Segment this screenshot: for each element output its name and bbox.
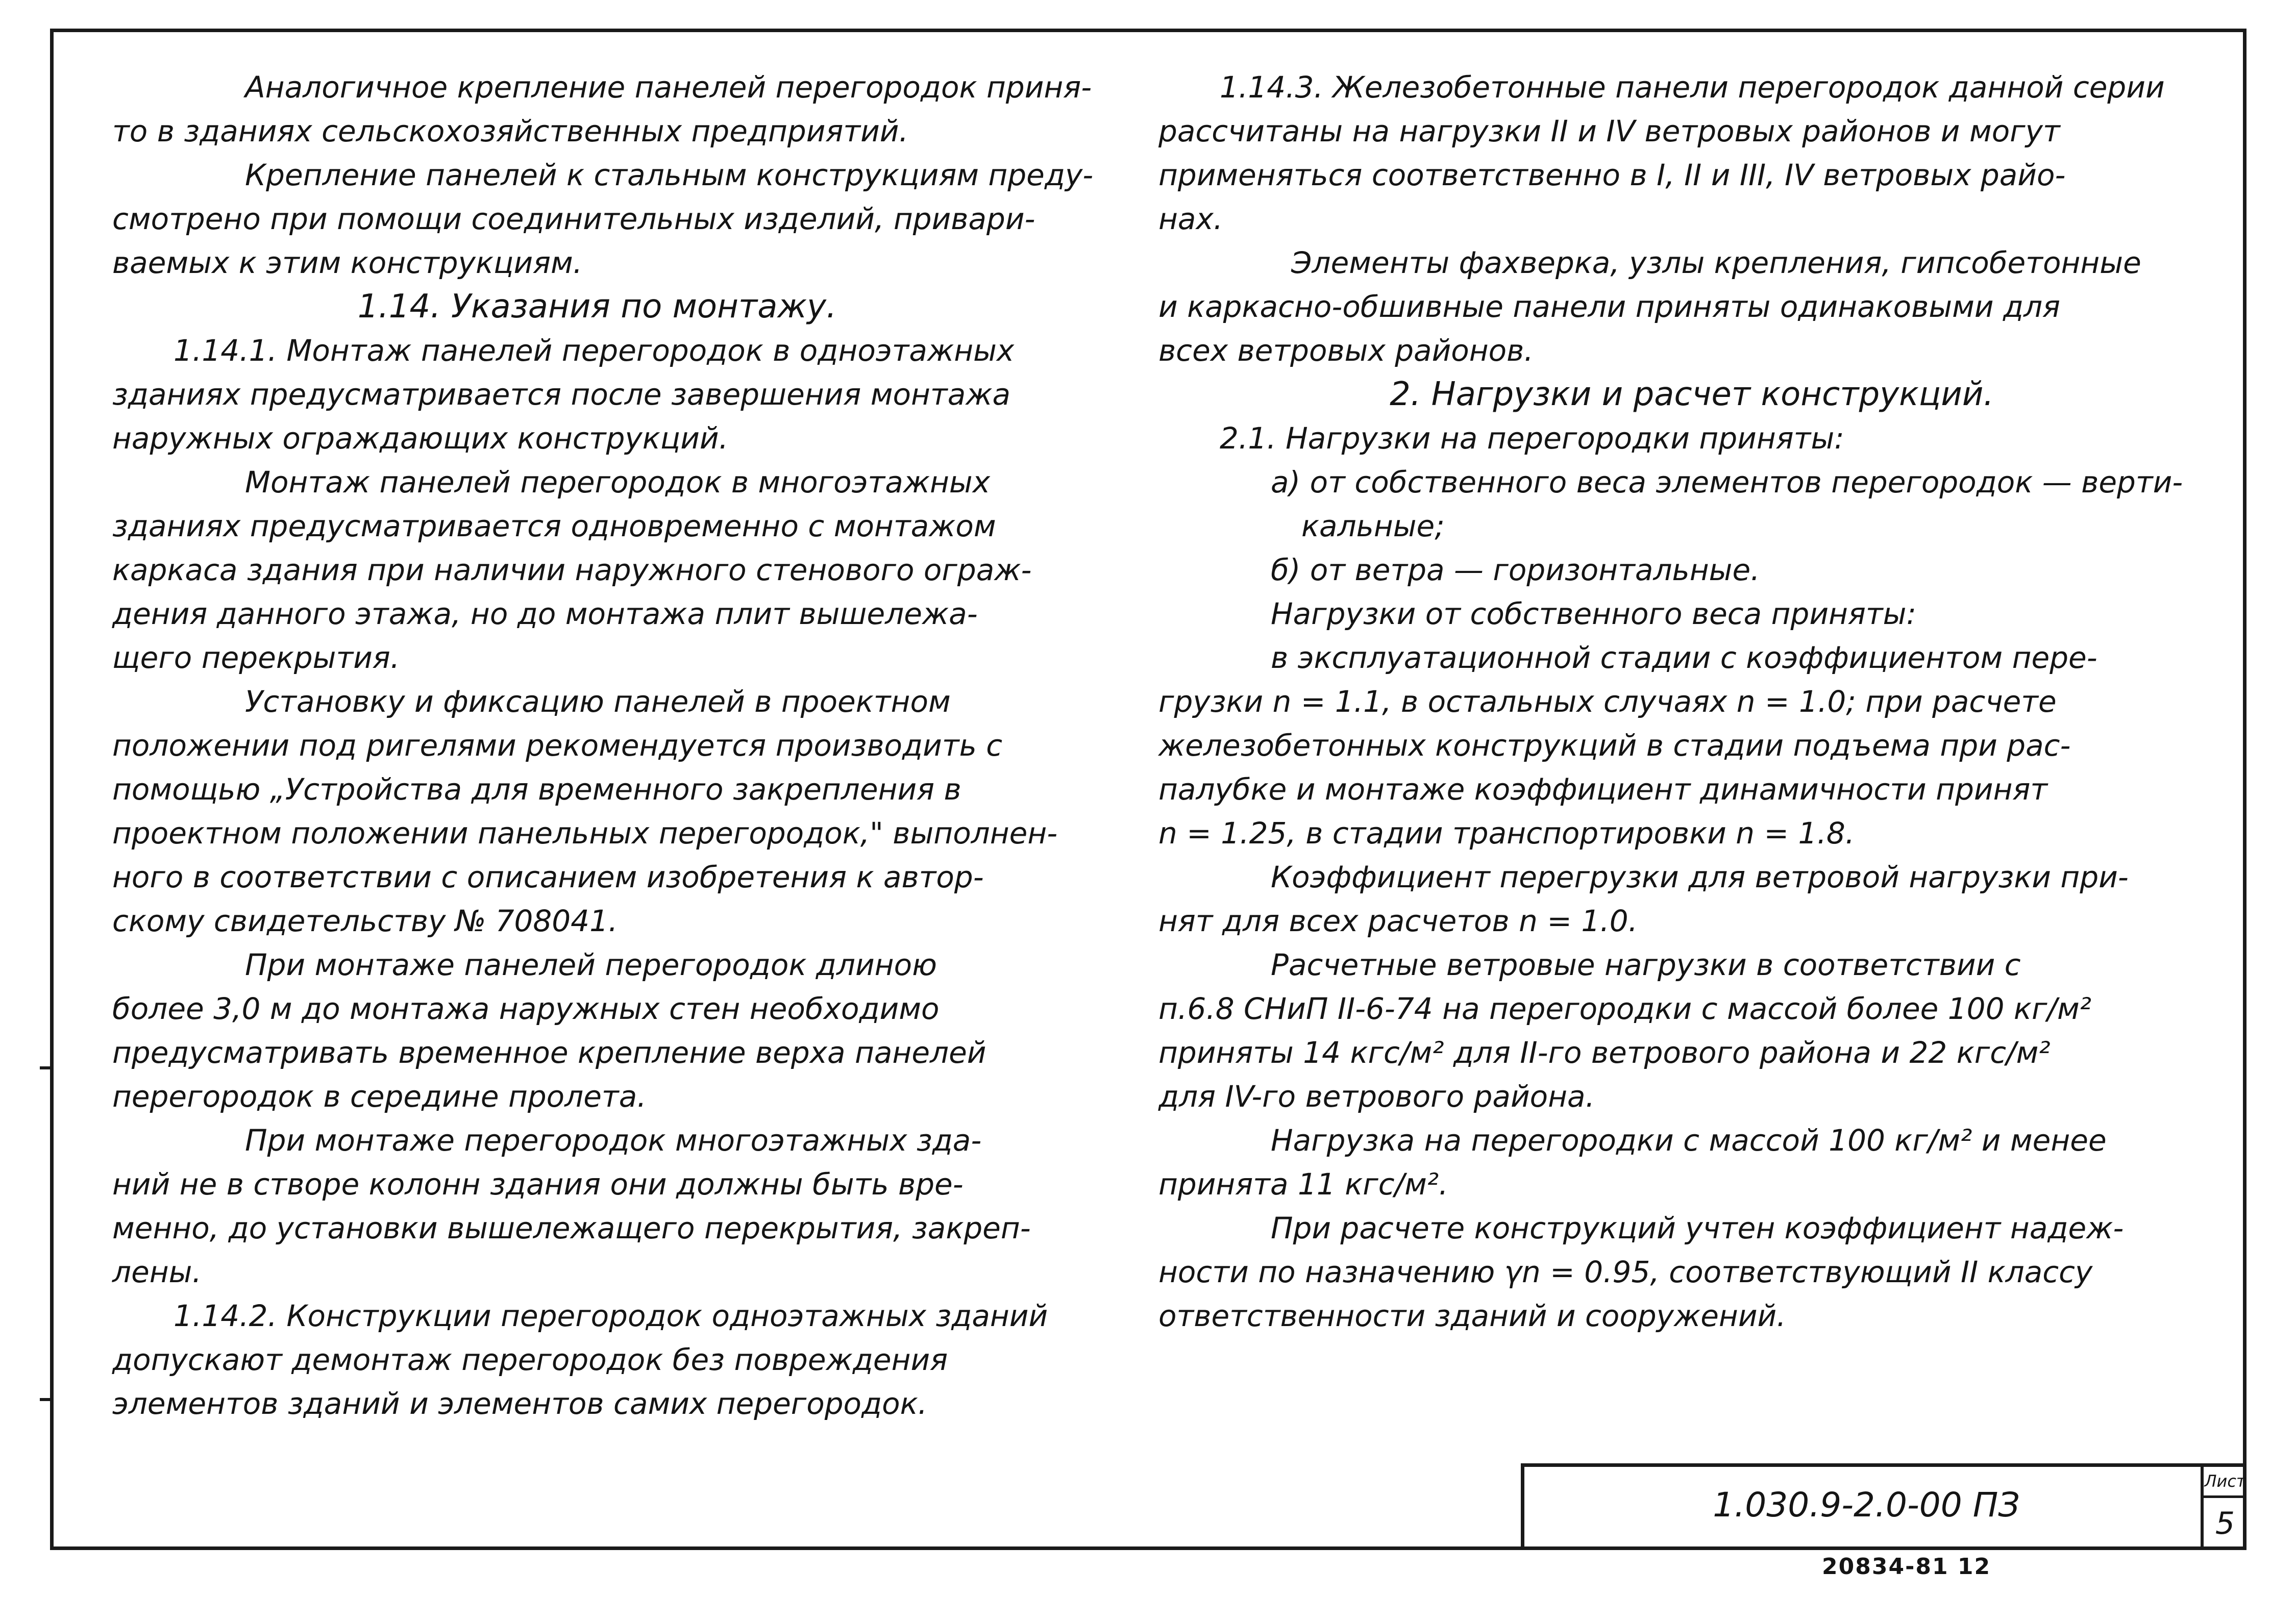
text-line: Монтаж панелей перегородок в многоэтажных (245, 465, 991, 500)
text-line: перегородок в середине пролета. (112, 1079, 647, 1114)
text-line: ний не в створе колонн здания они должны быть вре- (112, 1167, 964, 1202)
archive-stamp: 20834-81 12 (1822, 1554, 1991, 1580)
text-line: лены. (112, 1255, 202, 1289)
text-line: то в зданиях сельскохозяйственных предприятий. (112, 114, 908, 148)
right-text-column (1158, 65, 2225, 1338)
text-line: ного в соответствии с описанием изобретения к автор- (112, 860, 984, 894)
text-line: ответственности зданий и сооружений. (1158, 1299, 1786, 1333)
text-line: 2.1. Нагрузки на перегородки приняты: (1220, 421, 1844, 456)
text-line: и каркасно-обшивные панели приняты одинаковыми для (1158, 289, 2061, 324)
document-code: 1.030.9-2.0-00 ПЗ (1713, 1485, 2020, 1525)
text-line: для IV-го ветрового района. (1158, 1079, 1595, 1114)
text-line: б) от ветра — горизонтальные. (1271, 553, 1760, 587)
text-line: а) от собственного веса элементов перегородок — верти- (1271, 465, 2183, 500)
margin-tick-mark (40, 1398, 53, 1401)
text-line: рассчитаны на нагрузки II и IV ветровых районов и могут (1158, 114, 2060, 148)
text-line: Расчетные ветровые нагрузки в соответствии с (1271, 947, 2021, 982)
text-line: применяться соответственно в I, II и III, IV ветровых райо- (1158, 158, 2066, 192)
text-line: Установку и фиксацию панелей в проектном (245, 684, 951, 719)
text-line: скому свидетельству № 708041. (112, 904, 618, 938)
text-line: п.6.8 СНиП II-6-74 на перегородки с массой более 100 кг/м² (1158, 991, 2091, 1026)
text-line: ности по назначению γn = 0.95, соответствующий II классу (1158, 1255, 2093, 1289)
text-line: в эксплуатационной стадии с коэффициентом пере- (1271, 640, 2097, 675)
text-line: зданиях предусматривается после завершения монтажа (112, 377, 1011, 412)
text-line: более 3,0 м до монтажа наружных стен необходимо (112, 991, 940, 1026)
text-line: железобетонных конструкций в стадии подъема при рас- (1158, 728, 2071, 763)
text-line: положении под ригелями рекомендуется производить с (112, 728, 1003, 763)
text-line: приняты 14 кгс/м² для II-го ветрового района и 22 кгс/м² (1158, 1035, 2051, 1070)
text-line: наружных ограждающих конструкций. (112, 421, 729, 456)
sheet-box (2201, 1467, 2246, 1550)
left-text-column (112, 65, 1094, 1426)
text-line: помощью „Устройства для временного закрепления в (112, 772, 961, 807)
text-line: кальные; (1301, 509, 1445, 543)
text-line: нах. (1158, 202, 1223, 236)
text-line: Коэффициент перегрузки для ветровой нагрузки при- (1271, 860, 2129, 894)
section-heading: 1.14. Указания по монтажу. (357, 288, 837, 326)
sheet-label: Лист (2204, 1467, 2246, 1498)
text-line: Нагрузки от собственного веса приняты: (1271, 596, 1916, 631)
text-line: дения данного этажа, но до монтажа плит вышележа- (112, 596, 978, 631)
text-line: При монтаже перегородок многоэтажных зда- (245, 1123, 982, 1158)
text-line: Нагрузка на перегородки с массой 100 кг/м² и менее (1271, 1123, 2107, 1158)
text-line: n = 1.25, в стадии транспортировки n = 1.8. (1158, 816, 1855, 851)
text-line: 1.14.1. Монтаж панелей перегородок в одноэтажных (174, 333, 1015, 368)
text-line: Крепление панелей к стальным конструкциям преду- (245, 158, 1094, 192)
text-line: При расчете конструкций учтен коэффициент надеж- (1271, 1211, 2124, 1245)
section-heading: 2. Нагрузки и расчет конструкций. (1390, 376, 1994, 413)
title-block (1521, 1463, 2246, 1550)
text-line: менно, до установки вышележащего перекрытия, закреп- (112, 1211, 1031, 1245)
margin-tick-mark (40, 1066, 53, 1069)
text-line: 1.14.3. Железобетонные панели перегородок данной серии (1220, 70, 2165, 105)
text-line: проектном положении панельных перегородок," выполнен- (112, 816, 1058, 851)
text-line: ваемых к этим конструкциям. (112, 245, 583, 280)
sheet-number: 5 (2215, 1506, 2235, 1541)
text-line: 1.14.2. Конструкции перегородок одноэтажных зданий (174, 1299, 1048, 1333)
text-line: принята 11 кгс/м². (1158, 1167, 1448, 1202)
text-line: элементов зданий и элементов самих перегородок. (112, 1386, 928, 1421)
text-line: При монтаже панелей перегородок длиною (245, 947, 937, 982)
text-line: нят для всех расчетов n = 1.0. (1158, 904, 1638, 938)
text-line: палубке и монтаже коэффициент динамичности принят (1158, 772, 2048, 807)
text-line: грузки n = 1.1, в остальных случаях n = 1.0; при расчете (1158, 684, 2057, 719)
text-line: Аналогичное крепление панелей перегородок приня- (245, 70, 1092, 105)
text-line: Элементы фахверка, узлы крепления, гипсобетонные (1291, 245, 2141, 280)
text-line: предусматривать временное крепление верха панелей (112, 1035, 986, 1070)
text-line: щего перекрытия. (112, 640, 400, 675)
text-line: всех ветровых районов. (1158, 333, 1534, 368)
text-line: смотрено при помощи соединительных изделий, привари- (112, 202, 1035, 236)
text-line: зданиях предусматривается одновременно с монтажом (112, 509, 996, 543)
text-line: допускают демонтаж перегородок без повреждения (112, 1342, 948, 1377)
text-line: каркаса здания при наличии наружного стенового ограж- (112, 553, 1032, 587)
